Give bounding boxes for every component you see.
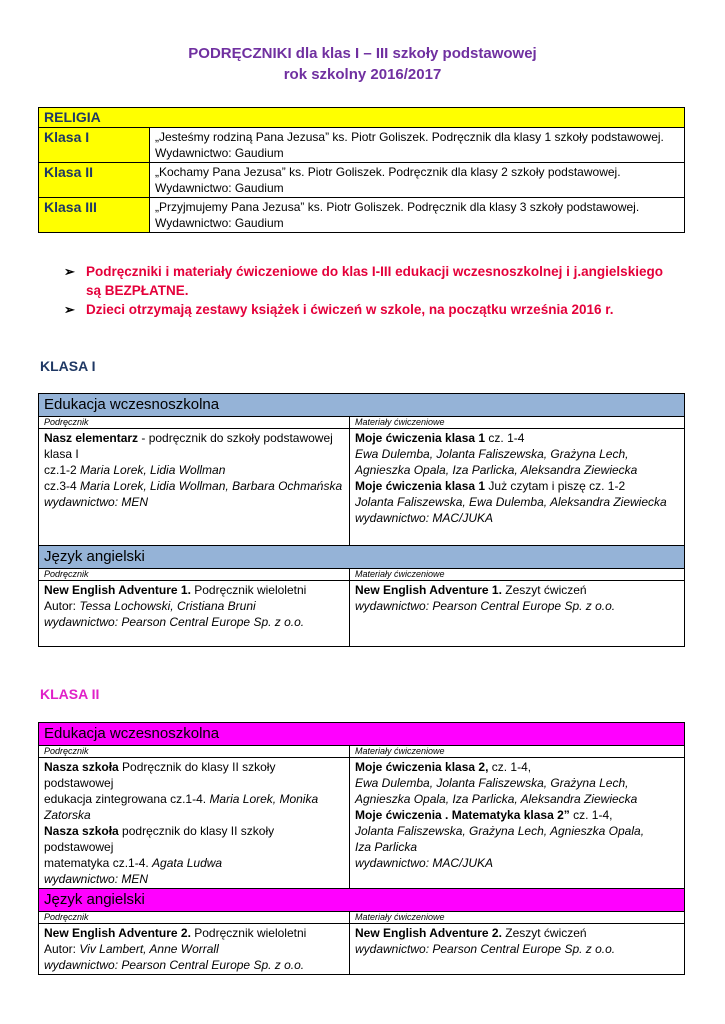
exercise-cell: New English Adventure 2. Zeszyt ćwiczeń wydawnictwo: Pearson Central Europe Sp. z o.o. [350, 924, 685, 975]
religia-table [38, 107, 685, 233]
exercise-cell: Moje ćwiczenia klasa 2, cz. 1-4, Ewa Dulemba, Jolanta Faliszewska, Grażyna Lech, Agnieszka Opala, Iza Parlicka, Aleksandra Ziewiecka Moje ćwiczenia . Matematyka klasa 2” cz. 1-4, Jolanta Faliszewska, Grażyna Lech, Agnieszka Opala, Iza Parlicka wydawnictwo: MAC/JUKA [350, 758, 685, 889]
col-label-materialy: Materiały ćwiczeniowe [350, 912, 685, 924]
arrow-bullet-icon: ➢ [64, 302, 75, 317]
col-label-podrecznik: Podręcznik [39, 569, 350, 581]
exercise-cell: Moje ćwiczenia klasa 1 cz. 1-4 Ewa Dulemba, Jolanta Faliszewska, Grażyna Lech, Agnieszka Opala, Iza Parlicka, Aleksandra Ziewiecka Moje ćwiczenia klasa 1 Już czytam i piszę cz. 1-2 Jolanta Faliszewska, Ewa Dulemba, Aleksandra Ziewiecka wydawnictwo: MAC/JUKA [350, 429, 685, 546]
col-label-podrecznik: Podręcznik [39, 912, 350, 924]
bullet-item: ➢ Dzieci otrzymają zestawy książek i ćwiczeń w szkole, na początku września 2016 r. [64, 302, 614, 317]
religia-row [39, 198, 685, 233]
bullet-item: ➢ Podręczniki i materiały ćwiczeniowe do klas I-III edukacji wczesnoszkolnej i j.angielskiego są BEZPŁATNE. [64, 264, 663, 298]
col-label-materialy: Materiały ćwiczeniowe [350, 569, 685, 581]
subject-title: Edukacja wczesnoszkolna [39, 723, 685, 746]
arrow-bullet-icon: ➢ [64, 264, 75, 279]
page-title-line1: PODRĘCZNIKI dla klas I – III szkoły podstawowej [188, 45, 537, 62]
textbook-cell: Nasz elementarz - podręcznik do szkoły podstawowej klasa I cz.1-2 Maria Lorek, Lidia Wollman cz.3-4 Maria Lorek, Lidia Wollman, Barbara Ochmańska wydawnictwo: MEN [39, 429, 350, 546]
religia-row [39, 163, 685, 198]
religia-desc: „Przyjmujemy Pana Jezusa” ks. Piotr Goliszek. Podręcznik dla klasy 3 szkoły podstawowej. Wydawnictwo: Gaudium [150, 198, 685, 233]
religia-klasa: Klasa III [39, 198, 150, 233]
religia-klasa: Klasa I [39, 128, 150, 163]
info-bullets [64, 262, 684, 319]
col-label-materialy: Materiały ćwiczeniowe [350, 746, 685, 758]
religia-row [39, 128, 685, 163]
religia-title: RELIGIA [39, 108, 685, 128]
col-label-materialy: Materiały ćwiczeniowe [350, 417, 685, 429]
religia-desc: „Jesteśmy rodziną Pana Jezusa” ks. Piotr Goliszek. Podręcznik dla klasy 1 szkoły podstawowej. Wydawnictwo: Gaudium [150, 128, 685, 163]
klasa1-heading: KLASA I [40, 358, 96, 374]
col-label-podrecznik: Podręcznik [39, 746, 350, 758]
subject-title: Język angielski [39, 546, 685, 569]
subject-title: Edukacja wczesnoszkolna [39, 394, 685, 417]
klasa2-edu-table [38, 722, 685, 975]
klasa2-heading: KLASA II [40, 686, 100, 702]
page-title-line2: rok szkolny 2016/2017 [283, 66, 442, 83]
textbook-cell: New English Adventure 1. Podręcznik wieloletni Autor: Tessa Lochowski, Cristiana Bruni wydawnictwo: Pearson Central Europe Sp. z o.o. [39, 581, 350, 647]
col-label-podrecznik: Podręcznik [39, 417, 350, 429]
textbook-cell: Nasza szkoła Podręcznik do klasy II szkoły podstawowej edukacja zintegrowana cz.1-4. Maria Lorek, Monika Zatorska Nasza szkoła podręcznik do klasy II szkoły podstawowej matematyka cz.1-4. Agata Ludwa wydawnictwo: MEN [39, 758, 350, 889]
subject-title: Język angielski [39, 889, 685, 912]
religia-desc: „Kochamy Pana Jezusa” ks. Piotr Goliszek. Podręcznik dla klasy 2 szkoły podstawowej. Wydawnictwo: Gaudium [150, 163, 685, 198]
textbook-cell: New English Adventure 2. Podręcznik wieloletni Autor: Viv Lambert, Anne Worrall wydawnictwo: Pearson Central Europe Sp. z o.o. [39, 924, 350, 975]
exercise-cell: New English Adventure 1. Zeszyt ćwiczeń wydawnictwo: Pearson Central Europe Sp. z o.o. [350, 581, 685, 647]
klasa1-edu-table [38, 393, 685, 647]
religia-klasa: Klasa II [39, 163, 150, 198]
